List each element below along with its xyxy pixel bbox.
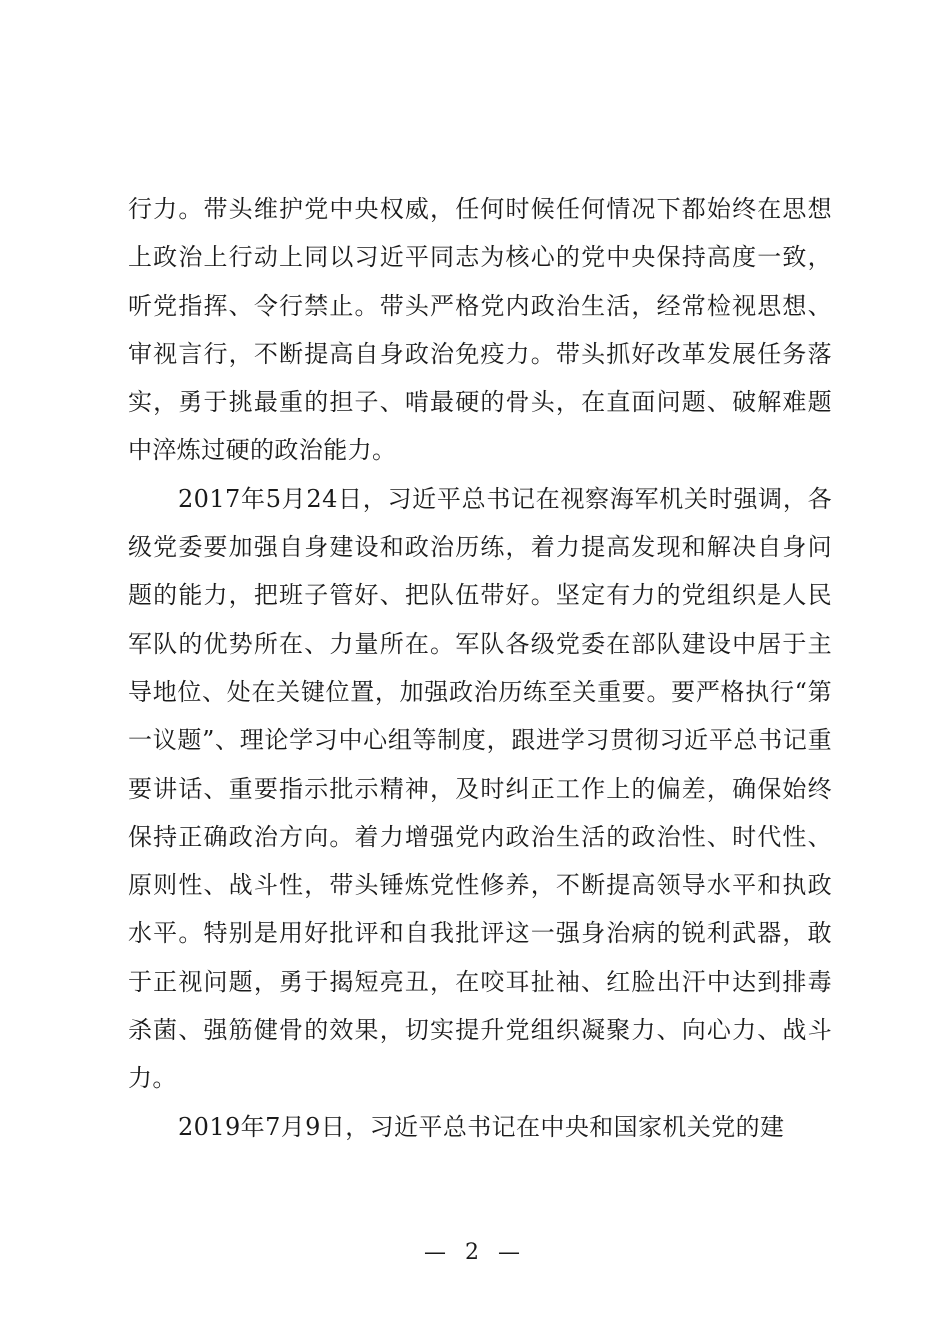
paragraph-2017: 2017年5月24日，习近平总书记在视察海军机关时强调，各级党委要加强自身建设和政治历练，着力提高发现和解决自身问题的能力，把班子管好、把队伍带好。坚定有力的党组织是人民军队的优势所在、力量所在。军队各级党委在部队建设中居于主导地位、处在关键位置，加强政治历练至关重要。要严格执行“第一议题”、理论学习中心组等制度，跟进学习贯彻习近平总书记重要讲话、重要指示批示精神，及时纠正工作上的偏差，确保始终保持正确政治方向。着力增强党内政治生活的政治性、时代性、原则性、战斗性，带头锤炼党性修养，不断提高领导水平和执政水平。特别是用好批评和自我批评这一强身治病的锐利武器，敢于正视问题，勇于揭短亮丑，在咬耳扯袖、红脸出汗中达到排毒杀菌、强筋健骨的效果，切实提升党组织凝聚力、向心力、战斗力。 <box>128 484 832 1093</box>
paragraph-2019: 2019年7月9日，习近平总书记在中央和国家机关党的建 <box>178 1112 785 1141</box>
paragraph-continuation: 行力。带头维护党中央权威，任何时候任何情况下都始终在思想上政治上行动上同以习近平同志为核心的党中央保持高度一致，听党指挥、令行禁止。带头严格党内政治生活，经常检视思想、审视言行，不断提高自身政治免疫力。带头抓好改革发展任务落实，勇于挑最重的担子、啃最硬的骨头，在直面问题、破解难题中淬炼过硬的政治能力。 <box>128 195 832 465</box>
body-text <box>128 185 832 1151</box>
page-number: — 2 — <box>424 1240 526 1265</box>
